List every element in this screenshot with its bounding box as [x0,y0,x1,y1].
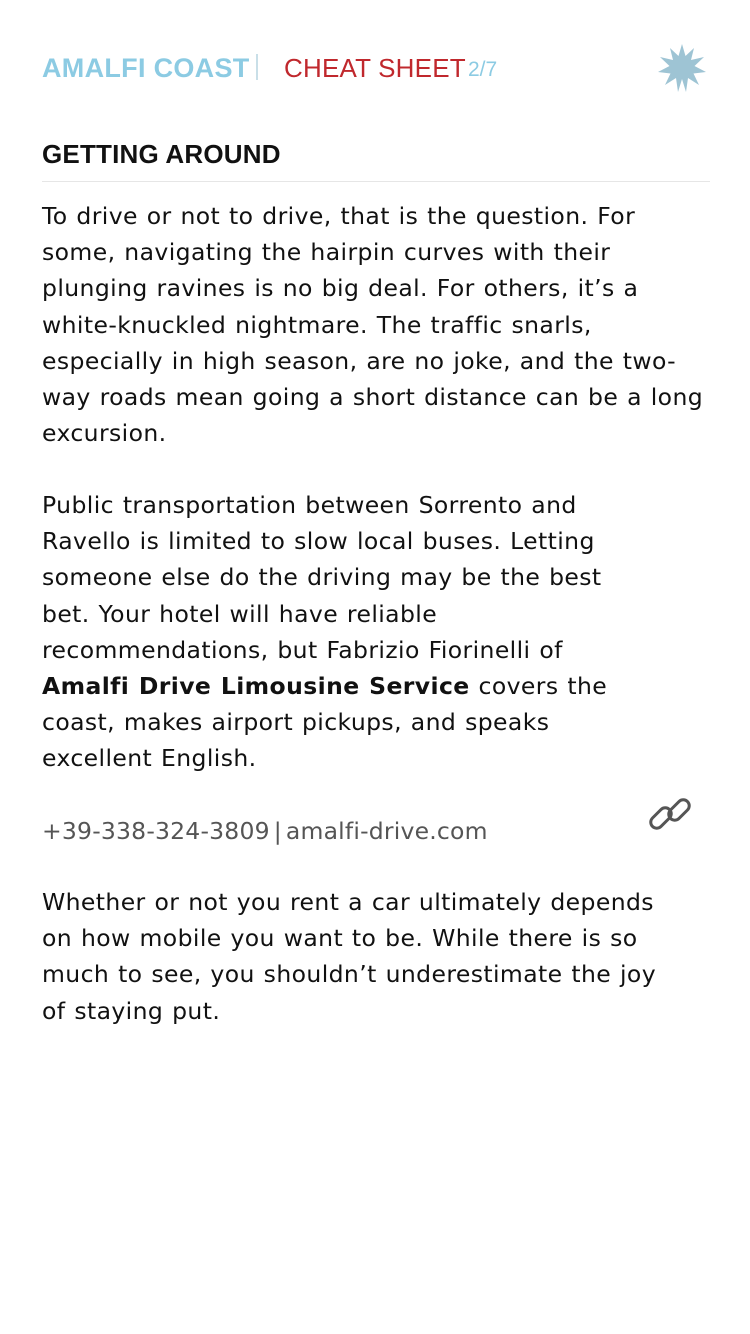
website-link[interactable]: amalfi-drive.com [285,817,488,845]
brand-title[interactable]: AMALFI COAST [42,53,250,83]
paragraph-transport [42,487,652,777]
star-icon[interactable] [656,42,708,94]
contact-separator: | [273,817,282,845]
paragraph-transport-text: Public transportation between Sorrento and Ravello is limited to slow local buses. Letting someone else do the driving may be the best bet. Your hotel will have reliable recommendations, but Fabrizio Fiorinelli of [42,491,602,664]
title-divider [42,181,710,182]
header-divider [256,54,258,80]
limousine-service-name: Amalfi Drive Limousine Service [42,672,470,701]
phone-link[interactable]: +39-338-324-3809 [42,817,270,845]
contact-line [42,813,708,853]
header-bar [42,52,708,92]
paragraph-closing: Whether or not you rent a car ultimately depends on how mobile you want to be. While there is so much to see, you shouldn’t underestimate the joy of staying put. [42,888,657,1025]
page-count: 2/7 [468,58,498,81]
page-title: GETTING AROUND [42,139,281,169]
link-icon[interactable] [646,790,694,838]
section-label[interactable]: CHEAT SHEET [284,53,466,83]
paragraph-transport-text-end: covers the coast, makes airport pickups, and speaks excellent English. [42,672,608,773]
paragraph-intro: To drive or not to drive, that is the question. For some, navigating the hairpin curves with their plunging ravines is no big deal. For others, it’s a white-knuckled nightmare. The traffic snarls, especially in high season, are no joke, and the two-way roads mean going a short distance can be a long excursion. [42,202,704,448]
